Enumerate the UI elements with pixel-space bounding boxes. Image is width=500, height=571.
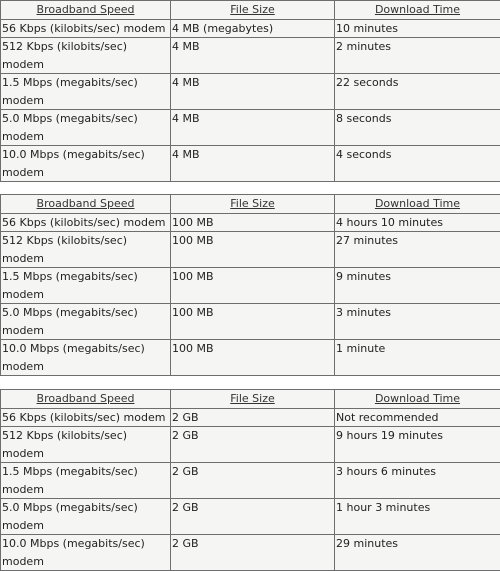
file-size-cell: 100 MB	[171, 304, 335, 340]
file-size-cell: 100 MB	[171, 268, 335, 304]
download-time-cell: 4 hours 10 minutes	[335, 213, 500, 232]
speed-cell: 5.0 Mbps (megabits/sec) modem	[1, 499, 171, 535]
table-row	[1, 304, 500, 340]
speed-cell: 512 Kbps (kilobits/sec) modem	[1, 38, 171, 74]
speed-cell: 512 Kbps (kilobits/sec) modem	[1, 232, 171, 268]
table-row	[1, 427, 500, 463]
download-time-cell: 1 minute	[335, 340, 500, 376]
table-row	[1, 232, 500, 268]
table-row	[1, 110, 500, 146]
header-file-size: File Size	[171, 1, 335, 20]
download-time-cell: 22 seconds	[335, 74, 500, 110]
speed-cell: 56 Kbps (kilobits/sec) modem	[1, 19, 171, 38]
table-row	[1, 268, 500, 304]
speed-cell: 10.0 Mbps (megabits/sec) modem	[1, 535, 171, 571]
file-size-cell: 100 MB	[171, 340, 335, 376]
header-broadband-speed: Broadband Speed	[1, 195, 171, 214]
file-size-cell: 2 GB	[171, 499, 335, 535]
download-time-cell: 9 hours 19 minutes	[335, 427, 500, 463]
speed-cell: 1.5 Mbps (megabits/sec) modem	[1, 74, 171, 110]
download-time-cell: 9 minutes	[335, 268, 500, 304]
speed-cell: 10.0 Mbps (megabits/sec) modem	[1, 340, 171, 376]
speed-cell: 512 Kbps (kilobits/sec) modem	[1, 427, 171, 463]
speed-cell: 1.5 Mbps (megabits/sec) modem	[1, 463, 171, 499]
file-size-cell: 4 MB	[171, 146, 335, 182]
speed-cell: 5.0 Mbps (megabits/sec) modem	[1, 110, 171, 146]
table-row	[1, 499, 500, 535]
download-time-cell: Not recommended	[335, 408, 500, 427]
table-row	[1, 463, 500, 499]
file-size-cell: 2 GB	[171, 427, 335, 463]
file-size-cell: 4 MB	[171, 38, 335, 74]
download-time-table-2gb	[0, 389, 500, 571]
speed-cell: 1.5 Mbps (megabits/sec) modem	[1, 268, 171, 304]
download-time-cell: 3 minutes	[335, 304, 500, 340]
table-header-row	[1, 1, 500, 20]
file-size-cell: 2 GB	[171, 408, 335, 427]
file-size-cell: 2 GB	[171, 463, 335, 499]
download-time-cell: 10 minutes	[335, 19, 500, 38]
file-size-cell: 4 MB	[171, 74, 335, 110]
download-time-cell: 1 hour 3 minutes	[335, 499, 500, 535]
speed-cell: 56 Kbps (kilobits/sec) modem	[1, 213, 171, 232]
speed-cell: 10.0 Mbps (megabits/sec) modem	[1, 146, 171, 182]
file-size-cell: 4 MB (megabytes)	[171, 19, 335, 38]
file-size-cell: 4 MB	[171, 110, 335, 146]
download-time-table-4mb	[0, 0, 500, 182]
table-row	[1, 146, 500, 182]
download-time-cell: 2 minutes	[335, 38, 500, 74]
table-row	[1, 38, 500, 74]
header-download-time: Download Time	[335, 390, 500, 409]
download-time-cell: 29 minutes	[335, 535, 500, 571]
download-time-cell: 3 hours 6 minutes	[335, 463, 500, 499]
header-broadband-speed: Broadband Speed	[1, 390, 171, 409]
table-header-row	[1, 195, 500, 214]
header-file-size: File Size	[171, 195, 335, 214]
header-download-time: Download Time	[335, 195, 500, 214]
table-header-row	[1, 390, 500, 409]
header-file-size: File Size	[171, 390, 335, 409]
table-row	[1, 535, 500, 571]
table-row	[1, 340, 500, 376]
download-time-cell: 8 seconds	[335, 110, 500, 146]
file-size-cell: 100 MB	[171, 232, 335, 268]
file-size-cell: 100 MB	[171, 213, 335, 232]
table-row	[1, 74, 500, 110]
header-download-time: Download Time	[335, 1, 500, 20]
header-broadband-speed: Broadband Speed	[1, 1, 171, 20]
speed-cell: 5.0 Mbps (megabits/sec) modem	[1, 304, 171, 340]
table-row	[1, 19, 500, 38]
table-row	[1, 408, 500, 427]
download-time-cell: 27 minutes	[335, 232, 500, 268]
download-time-table-100mb	[0, 194, 500, 376]
table-row	[1, 213, 500, 232]
file-size-cell: 2 GB	[171, 535, 335, 571]
download-time-cell: 4 seconds	[335, 146, 500, 182]
speed-cell: 56 Kbps (kilobits/sec) modem	[1, 408, 171, 427]
